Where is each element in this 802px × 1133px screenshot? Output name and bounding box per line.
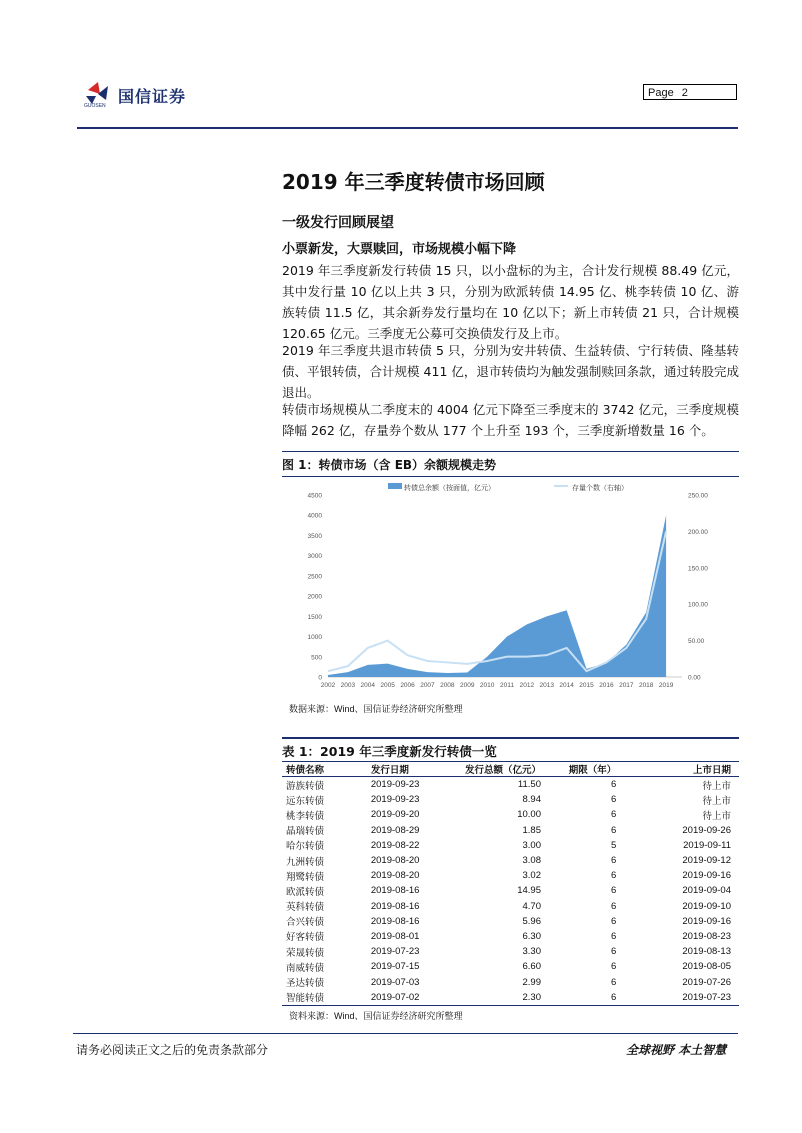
x-tick-label: 2019 <box>658 682 674 689</box>
cell-amount: 3.08 <box>522 855 541 867</box>
x-tick-label: 2010 <box>479 682 495 689</box>
cell-term: 6 <box>611 855 617 867</box>
cell-issue-date: 2019-09-20 <box>370 809 420 821</box>
cell-issue-date: 2019-08-16 <box>370 885 420 897</box>
x-tick-label: 2016 <box>599 682 614 689</box>
y-left-tick-label: 3500 <box>307 532 322 540</box>
y-left-tick-label: 1000 <box>307 634 322 642</box>
cell-amount: 3.30 <box>522 946 541 958</box>
y-right-tick-label: 150.00 <box>688 565 708 573</box>
cell-listing-date: 2019-08-23 <box>682 930 731 942</box>
x-tick-label: 2009 <box>459 682 475 689</box>
new-issues-table <box>282 761 739 1006</box>
col-header-listing-date: 上市日期 <box>620 762 739 777</box>
table-row <box>282 929 739 944</box>
table-row <box>282 838 739 853</box>
x-tick-label: 2007 <box>420 682 435 689</box>
y-left-tick-label: 0 <box>318 674 322 682</box>
x-tick-label: 2015 <box>579 682 594 689</box>
table-row <box>282 807 739 822</box>
cell-amount: 8.94 <box>522 794 541 806</box>
cell-term: 6 <box>611 961 617 973</box>
cell-amount: 2.30 <box>462 990 543 1006</box>
cell-name: 九洲转债 <box>286 856 325 868</box>
cell-listing-date: 2019-09-04 <box>682 885 731 897</box>
x-tick-label: 2006 <box>400 682 415 689</box>
table-row <box>282 792 739 807</box>
table-header-row <box>282 762 739 777</box>
paragraph-market-size: 转债市场规模从二季度末的 4004 亿元下降至三季度末的 3742 亿元，三季度规模降幅 262 亿，存量券个数从 177 个上升至 193 个，三季度新增数量 16 个。 <box>282 402 739 438</box>
cell-listing-date: 2019-09-10 <box>682 900 731 912</box>
x-tick-label: 2002 <box>320 682 336 689</box>
cell-name: 桃李转债 <box>286 810 325 822</box>
x-tick-label: 2018 <box>638 682 654 689</box>
table-row <box>282 899 739 914</box>
cell-listing-date: 待上市 <box>702 810 731 822</box>
cell-amount: 3.02 <box>522 870 541 882</box>
y-right-tick-label: 200.00 <box>688 528 708 536</box>
cell-issue-date: 2019-07-15 <box>370 961 420 973</box>
chart-legend <box>388 483 628 493</box>
cell-name: 南威转债 <box>286 962 325 974</box>
cell-listing-date: 待上市 <box>702 780 731 792</box>
cell-issue-date: 2019-08-16 <box>370 915 420 927</box>
col-header-amount: 发行总额（亿元） <box>462 762 543 777</box>
cell-name: 荣晟转债 <box>286 947 325 959</box>
cell-term: 6 <box>611 976 617 988</box>
cell-issue-date: 2019-08-20 <box>370 870 420 882</box>
y-right-tick-label: 0.00 <box>688 674 701 682</box>
cell-issue-date: 2019-09-23 <box>370 779 420 791</box>
cell-issue-date: 2019-08-16 <box>370 900 420 912</box>
cell-name: 远东转债 <box>286 795 325 807</box>
x-tick-label: 2013 <box>539 682 554 689</box>
figure-source: 数据来源：Wind、国信证券经济研究所整理 <box>289 704 463 714</box>
table-row <box>282 823 739 838</box>
cell-name: 翔鹭转债 <box>286 871 325 883</box>
footer-rule <box>73 1033 738 1034</box>
cell-term: 6 <box>611 915 617 927</box>
col-header-issue-date: 发行日期 <box>369 762 462 777</box>
brand-name: 国信证券 <box>118 87 187 106</box>
cell-listing-date: 2019-07-26 <box>682 976 731 988</box>
cell-listing-date: 2019-09-16 <box>682 870 731 882</box>
cell-amount: 1.85 <box>522 824 541 836</box>
cell-term: 6 <box>611 900 617 912</box>
y-left-tick-label: 4500 <box>307 492 322 500</box>
cell-listing-date: 2019-09-26 <box>682 824 731 836</box>
table-row <box>282 853 739 868</box>
table-row <box>282 974 739 989</box>
cell-term: 6 <box>611 794 617 806</box>
cell-amount: 2.99 <box>522 976 541 988</box>
page-indicator <box>643 84 737 100</box>
balance-chart <box>296 481 726 693</box>
x-tick-label: 2004 <box>360 682 376 689</box>
subsection-heading: 小票新发，大票赎回，市场规模小幅下降 <box>282 242 517 257</box>
y-left-tick-label: 2000 <box>307 593 322 601</box>
cell-amount: 3.00 <box>522 839 541 851</box>
x-tick-label: 2017 <box>619 682 634 689</box>
cell-name: 哈尔转债 <box>286 841 325 853</box>
page-number: 2 <box>681 87 688 99</box>
legend-swatch-balance <box>388 483 402 489</box>
x-tick-label: 2012 <box>519 682 535 689</box>
table-row <box>282 883 739 898</box>
cell-issue-date: 2019-08-01 <box>370 930 420 942</box>
cell-issue-date: 2019-07-02 <box>369 990 462 1006</box>
x-tick-label: 2008 <box>440 682 455 689</box>
legend-label-balance: 转债总余额（按面值，亿元） <box>404 484 495 492</box>
y-left-tick-label: 500 <box>311 654 322 662</box>
section-heading: 一级发行回顾展望 <box>282 215 394 231</box>
cell-term: 6 <box>611 809 617 821</box>
cell-term: 6 <box>543 990 620 1006</box>
y-left-tick-label: 2500 <box>307 573 322 581</box>
table-row <box>282 990 739 1006</box>
figure-rule <box>282 476 739 477</box>
x-tick-label: 2014 <box>559 682 574 689</box>
cell-term: 6 <box>611 870 617 882</box>
cell-term: 6 <box>611 779 617 791</box>
paragraph-issuance: 2019 年三季度新发行转债 15 只，以小盘标的为主，合计发行规模 88.49 亿元，其中发行量 10 亿以上共 3 只，分别为欧派转债 14.95 亿、桃李转债 10 亿、游族转债 11.5 亿，其余新券发行量均在 10 亿以下；新上市转债 21 只，合计规模 120.65 亿元。三季度无公募可交换债发行及上市。 <box>282 263 739 341</box>
cell-issue-date: 2019-07-23 <box>370 946 420 958</box>
cell-term: 6 <box>611 930 617 942</box>
table-row <box>282 868 739 883</box>
cell-name: 合兴转债 <box>286 917 325 929</box>
cell-amount: 6.60 <box>522 961 541 973</box>
cell-name: 晶瑞转债 <box>286 826 325 838</box>
cell-amount: 4.70 <box>522 900 541 912</box>
cell-name: 游族转债 <box>286 780 325 792</box>
cell-issue-date: 2019-07-03 <box>370 976 420 988</box>
cell-name: 好客转债 <box>286 932 325 944</box>
paragraph-delisting: 2019 年三季度共退市转债 5 只，分别为安井转债、生益转债、宁行转债、隆基转债、平银转债，合计规模 411 亿，退市转债均为触发强制赎回条款，通过转股完成退出。 <box>282 343 739 400</box>
cell-issue-date: 2019-08-22 <box>370 839 420 851</box>
x-tick-label: 2011 <box>499 682 514 689</box>
cell-term: 5 <box>611 839 617 851</box>
x-tick-label: 2005 <box>380 682 395 689</box>
cell-issue-date: 2019-09-23 <box>370 794 420 806</box>
cell-listing-date: 待上市 <box>702 795 731 807</box>
y-right-tick-label: 50.00 <box>688 638 705 646</box>
cell-name: 圣达转债 <box>286 978 325 990</box>
page-label: Page <box>648 87 674 99</box>
cell-term: 6 <box>611 885 617 897</box>
cell-amount: 10.00 <box>517 809 541 821</box>
cell-term: 6 <box>611 824 617 836</box>
cell-listing-date: 2019-08-13 <box>682 946 731 958</box>
balance-area <box>328 515 666 677</box>
legend-label-count: 存量个数（右轴） <box>572 484 628 492</box>
col-header-name: 转债名称 <box>282 762 369 777</box>
cell-name: 欧派转债 <box>286 886 325 898</box>
table-source: 资料来源：Wind、国信证券经济研究所整理 <box>289 1011 463 1021</box>
y-left-tick-label: 4000 <box>307 512 322 520</box>
cell-listing-date: 2019-09-12 <box>682 855 731 867</box>
cell-amount: 14.95 <box>517 885 541 897</box>
cell-listing-date: 2019-09-16 <box>682 915 731 927</box>
cell-issue-date: 2019-08-20 <box>370 855 420 867</box>
header-rule <box>77 127 738 129</box>
cell-issue-date: 2019-08-29 <box>370 824 420 836</box>
disclaimer-note: 请务必阅读正文之后的免责条款部分 <box>76 1043 269 1057</box>
cell-amount: 5.96 <box>522 915 541 927</box>
y-left-tick-label: 3000 <box>307 553 322 561</box>
y-left-tick-label: 1500 <box>307 613 322 621</box>
cell-name: 智能转债 <box>282 990 369 1006</box>
cell-amount: 6.30 <box>522 930 541 942</box>
table-row <box>282 914 739 929</box>
cell-listing-date: 2019-09-11 <box>683 839 731 851</box>
table-row <box>282 944 739 959</box>
table-row <box>282 777 739 793</box>
cell-name: 英科转债 <box>286 902 325 914</box>
table-row <box>282 959 739 974</box>
brand-sub: GUOSEN <box>84 103 106 109</box>
table-title: 表 1：2019 年三季度新发行转债一览 <box>282 737 739 760</box>
y-right-tick-label: 250.00 <box>688 492 708 500</box>
x-tick-label: 2003 <box>340 682 356 689</box>
figure-title: 图 1：转债市场（含 EB）余额规模走势 <box>282 451 739 473</box>
y-right-tick-label: 100.00 <box>688 601 708 609</box>
cell-listing-date: 2019-07-23 <box>620 990 739 1006</box>
slogan: 全球视野 本土智慧 <box>626 1043 727 1057</box>
cell-term: 6 <box>611 946 617 958</box>
cell-listing-date: 2019-08-05 <box>682 961 731 973</box>
page-title: 2019 年三季度转债市场回顾 <box>282 170 545 194</box>
col-header-term: 期限（年） <box>543 762 620 777</box>
cell-amount: 11.50 <box>517 779 541 791</box>
